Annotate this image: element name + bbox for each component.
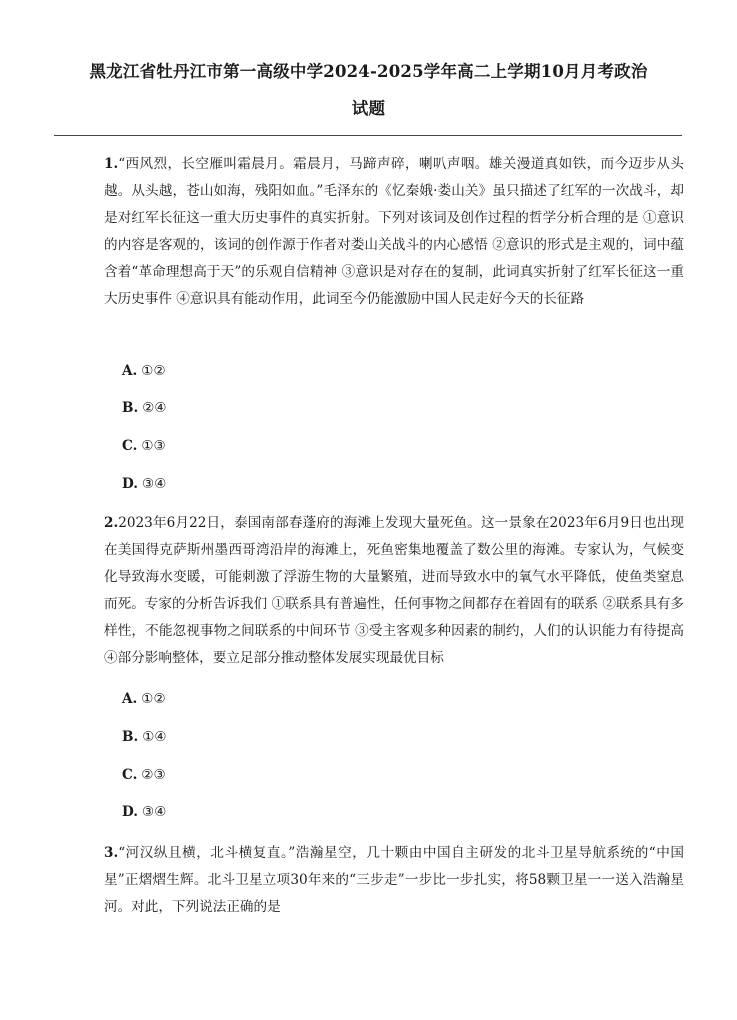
question-number: 3.: [104, 845, 119, 861]
option-text: ③④: [142, 804, 167, 820]
option-letter: D.: [122, 476, 139, 492]
option-letter: D.: [122, 804, 139, 820]
option-letter: A.: [122, 691, 138, 707]
question-2-option-d[interactable]: [122, 802, 166, 822]
title-line-2: 试题: [351, 99, 386, 118]
question-1-option-c[interactable]: [122, 436, 166, 456]
option-text: ①③: [141, 438, 166, 454]
question-1-option-d[interactable]: [122, 474, 166, 494]
question-1: [104, 151, 684, 313]
question-1-option-a[interactable]: [122, 361, 166, 381]
option-text: ②③: [141, 767, 166, 783]
question-number: 2.: [104, 515, 119, 531]
question-text: “河汉纵且横，北斗横复直。”浩瀚星空，几十颗由中国自主研发的北斗卫星导航系统的“中国星”正熠熠生辉。北斗卫星立项30年来的“三步走”一步比一步扎实，将58颗卫星一一送入浩瀚星河。对此，下列说法正确的是: [104, 845, 684, 915]
option-text: ①④: [142, 729, 167, 745]
question-1-option-b[interactable]: [122, 398, 167, 418]
question-2-option-c[interactable]: [122, 765, 166, 785]
option-text: ③④: [142, 476, 167, 492]
option-letter: C.: [122, 438, 138, 454]
question-2-option-a[interactable]: [122, 689, 166, 709]
question-text: 2023年6月22日，泰国南部春蓬府的海滩上发现大量死鱼。这一景象在2023年6月9日也出现在美国得克萨斯州墨西哥湾沿岸的海滩上，死鱼密集地覆盖了数公里的海滩。专家认为，气候变化导致海水变暖，可能刺激了浮游生物的大量繁殖，进而导致水中的氧气水平降低，使鱼类窒息而死。专家的分析告诉我们 ①联系具有普遍性，任何事物之间都存在着固有的联系 ②联系具有多样性，不能忽视事物之间联系的中间环节 ③受主客观多种因素的制约，人们的认识能力有待提高 ④部分影响整体，要立足部分推动整体发展实现最优目标: [104, 515, 684, 666]
title-line-1: 黑龙江省牡丹江市第一高级中学2024-2025学年高二上学期10月月考政治: [89, 62, 648, 81]
option-text: ②④: [142, 400, 167, 416]
question-2: [104, 510, 684, 672]
option-letter: B.: [122, 400, 139, 416]
option-letter: B.: [122, 729, 139, 745]
question-3: [104, 840, 684, 921]
option-letter: C.: [122, 767, 138, 783]
question-number: 1.: [104, 156, 119, 172]
option-letter: A.: [122, 363, 138, 379]
option-text: ①②: [141, 363, 166, 379]
title-divider: [54, 135, 682, 136]
option-text: ①②: [141, 691, 166, 707]
question-2-option-b[interactable]: [122, 727, 167, 747]
question-text: “西风烈，长空雁叫霜晨月。霜晨月，马蹄声碎，喇叭声咽。雄关漫道真如铁，而今迈步从头越。从头越，苍山如海，残阳如血。”毛泽东的《忆秦娥·娄山关》虽只描述了红军的一次战斗，却是对红军长征这一重大历史事件的真实折射。下列对该词及创作过程的哲学分析合理的是 ①意识的内容是客观的，该词的创作源于作者对娄山关战斗的内心感悟 ②意识的形式是主观的，词中蕴含着“革命理想高于天”的乐观自信精神 ③意识是对存在的复制，此词真实折射了红军长征这一重大历史事件 ④意识具有能动作用，此词至今仍能激励中国人民走好今天的长征路: [104, 156, 684, 307]
document-title: [40, 56, 697, 125]
